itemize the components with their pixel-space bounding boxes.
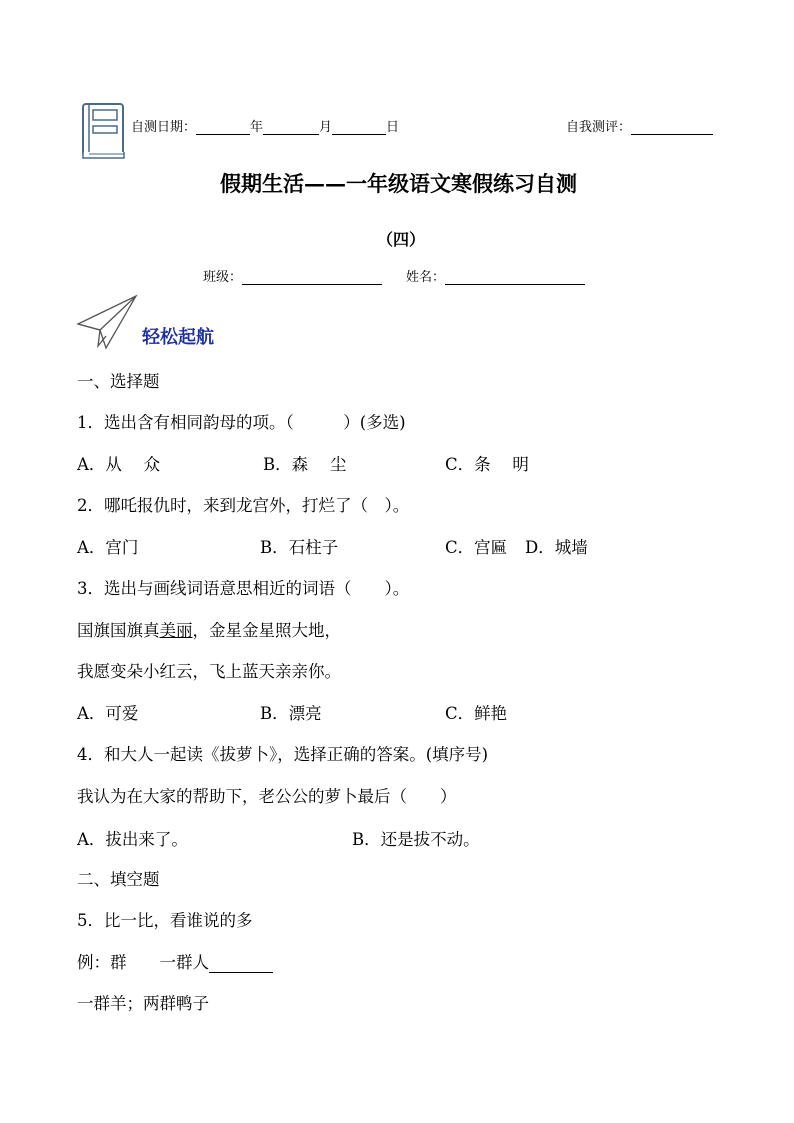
- date-label: 自测日期：: [131, 120, 197, 135]
- section-heading-1: 一、选择题: [77, 372, 160, 391]
- example-blank[interactable]: [209, 955, 273, 973]
- self-eval: [566, 116, 713, 135]
- question-1: 1．选出含有相同韵母的项。（ ）(多选): [77, 413, 406, 432]
- page-title: 假期生活——一年级语文寒假练习自测: [220, 171, 577, 196]
- q3-option-a[interactable]: A．可爱: [77, 704, 139, 723]
- class-label: 班级：: [203, 270, 243, 285]
- q5-line-2: 一群羊；两群鸭子: [77, 994, 209, 1013]
- self-eval-label: 自我测评：: [566, 120, 632, 135]
- q2-option-b[interactable]: B．石柱子: [260, 538, 339, 557]
- q3-option-b[interactable]: B．漂亮: [260, 704, 322, 723]
- question-2: 2．哪吒报仇时，来到龙宫外，打烂了（ ）。: [77, 496, 410, 515]
- q2-option-d[interactable]: D．城墙: [525, 538, 588, 557]
- q3-option-c[interactable]: C．鲜艳: [445, 704, 508, 723]
- q1-option-c[interactable]: C．条 明: [445, 455, 529, 474]
- year-label: 年: [250, 120, 264, 135]
- q2-option-c[interactable]: C．宫匾: [445, 538, 508, 557]
- month-blank[interactable]: [263, 120, 319, 135]
- poem1-pre: 国旗国旗真: [77, 621, 160, 640]
- poem1-post: ，金星金星照大地，: [192, 621, 341, 640]
- day-label: 日: [386, 120, 400, 135]
- q4-option-a[interactable]: A．拔出来了。: [77, 830, 188, 849]
- q4-line-2: 我认为在大家的帮助下，老公公的萝卜最后（ ）: [77, 787, 457, 806]
- name-blank[interactable]: [445, 270, 585, 285]
- self-eval-blank[interactable]: [631, 120, 713, 135]
- q1-option-a[interactable]: A．从 众: [77, 455, 161, 474]
- q2-option-a[interactable]: A．宫门: [77, 538, 139, 557]
- question-4: 4．和大人一起读《拔萝卜》，选择正确的答案。(填序号): [77, 745, 489, 764]
- underlined-word: 美丽: [159, 621, 193, 640]
- example-text: 例：群 一群人: [77, 953, 209, 972]
- question-5: 5．比一比，看谁说的多: [77, 911, 253, 930]
- class-field: [203, 266, 382, 285]
- name-field: [406, 266, 585, 285]
- q5-example: [77, 949, 273, 973]
- month-label: 月: [319, 120, 333, 135]
- class-blank[interactable]: [242, 270, 382, 285]
- q3-poem-line-2: 我愿变朵小红云，飞上蓝天亲亲你。: [77, 662, 341, 681]
- header-date: [131, 116, 399, 135]
- day-blank[interactable]: [332, 120, 386, 135]
- page-subtitle: （四）: [377, 230, 426, 249]
- section-heading-2: 二、填空题: [77, 870, 160, 889]
- question-3: 3．选出与画线词语意思相近的词语（ ）。: [77, 579, 410, 598]
- q1-option-b[interactable]: B．森 尘: [263, 455, 347, 474]
- q3-poem-line-1: [77, 617, 341, 641]
- section-banner: 轻松起航: [142, 327, 214, 348]
- book-icon: [80, 102, 128, 160]
- name-label: 姓名：: [406, 270, 446, 285]
- year-blank[interactable]: [196, 120, 250, 135]
- q4-option-b[interactable]: B．还是拔不动。: [352, 830, 480, 849]
- paper-plane-icon: [76, 294, 138, 350]
